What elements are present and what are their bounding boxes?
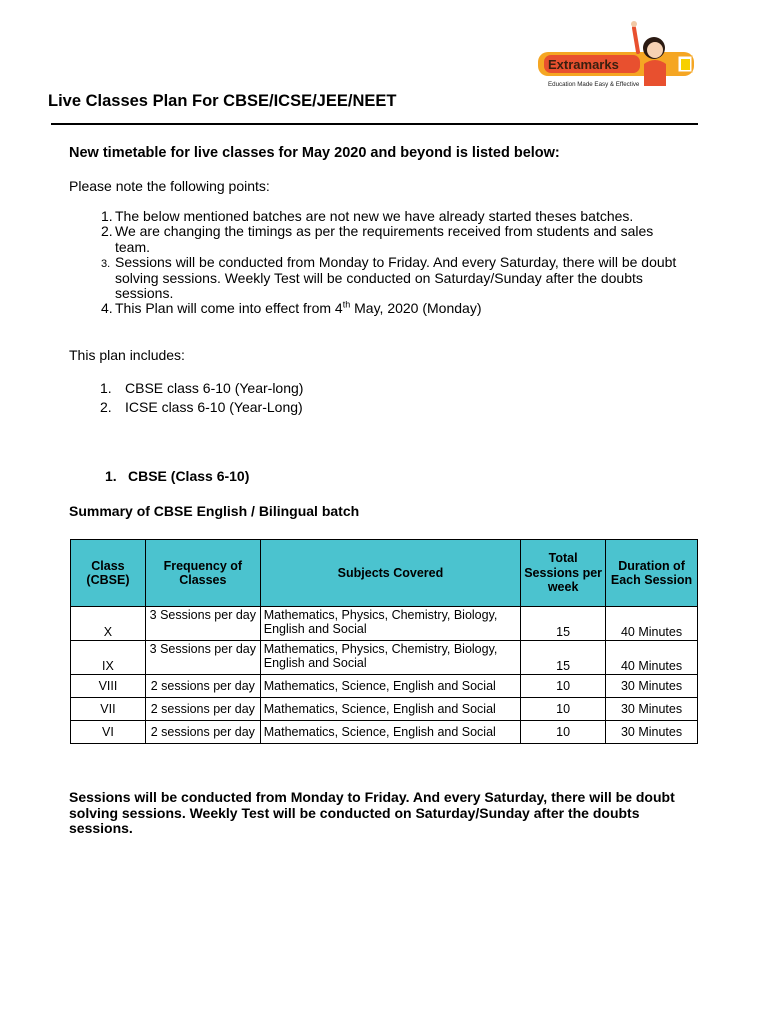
cell-sessions: 10 bbox=[521, 675, 606, 698]
logo-brand: Extramarks bbox=[548, 57, 619, 72]
list-item bbox=[69, 379, 303, 398]
cell-frequency: 3 Sessions per day bbox=[145, 607, 260, 641]
extramarks-logo bbox=[538, 18, 700, 92]
cell-duration: 30 Minutes bbox=[606, 675, 698, 698]
list-item bbox=[69, 398, 303, 417]
cell-subjects: Mathematics, Physics, Chemistry, Biology, English and Social bbox=[260, 607, 520, 641]
cell-duration: 40 Minutes bbox=[606, 641, 698, 675]
column-header-sessions: Total Sessions per week bbox=[521, 540, 606, 607]
plan-list bbox=[69, 379, 303, 417]
footer-note: Sessions will be conducted from Monday to Friday. And every Saturday, there will be doubt solving sessions. Weekly Test will be conducted on Saturday/Sunday after the doubts sessions. bbox=[69, 789, 675, 837]
list-text-part: This Plan will come into effect from 4 bbox=[115, 300, 343, 317]
cell-duration: 30 Minutes bbox=[606, 698, 698, 721]
list-text: CBSE class 6-10 (Year-long) bbox=[125, 380, 304, 396]
list-number: 4. bbox=[101, 300, 113, 317]
table-row bbox=[71, 641, 698, 675]
table-header-row bbox=[71, 540, 698, 607]
list-item bbox=[69, 255, 689, 301]
list-number: 1. bbox=[100, 380, 112, 396]
table-row bbox=[71, 721, 698, 744]
cell-frequency: 2 sessions per day bbox=[145, 698, 260, 721]
ordinal-suffix: th bbox=[342, 299, 351, 310]
list-text: ICSE class 6-10 (Year-Long) bbox=[125, 399, 303, 415]
logo-tagline: Education Made Easy & Effective bbox=[548, 81, 640, 88]
list-number: 1. bbox=[101, 208, 113, 224]
table-row bbox=[71, 698, 698, 721]
cell-sessions: 15 bbox=[521, 641, 606, 675]
section-number: 1. bbox=[105, 468, 117, 484]
cell-frequency: 2 sessions per day bbox=[145, 675, 260, 698]
list-text bbox=[115, 301, 689, 316]
cell-duration: 40 Minutes bbox=[606, 607, 698, 641]
cell-sessions: 10 bbox=[521, 721, 606, 744]
schedule-table bbox=[70, 539, 698, 744]
list-number: 3. bbox=[101, 258, 111, 271]
cell-duration: 30 Minutes bbox=[606, 721, 698, 744]
extramarks-logo-graphic bbox=[538, 18, 700, 92]
column-header-class: Class (CBSE) bbox=[71, 540, 146, 607]
cell-class: VI bbox=[71, 721, 146, 744]
list-item bbox=[69, 224, 689, 255]
document-title: Live Classes Plan For CBSE/ICSE/JEE/NEET bbox=[48, 92, 397, 110]
list-number: 2. bbox=[100, 399, 112, 415]
list-text: Sessions will be conducted from Monday to Friday. And every Saturday, there will be doubt solving sessions. Weekly Test will be conducted on Saturday/Sunday after the doubts sessions. bbox=[115, 254, 677, 302]
cell-class: X bbox=[71, 607, 146, 641]
points-list bbox=[69, 209, 689, 317]
cell-sessions: 15 bbox=[521, 607, 606, 641]
cell-frequency: 3 Sessions per day bbox=[145, 641, 260, 675]
cell-class: VIII bbox=[71, 675, 146, 698]
column-header-frequency: Frequency of Classes bbox=[145, 540, 260, 607]
list-number: 2. bbox=[101, 223, 113, 240]
section-title: CBSE (Class 6-10) bbox=[128, 468, 250, 484]
list-item bbox=[69, 301, 689, 316]
column-header-subjects: Subjects Covered bbox=[260, 540, 520, 607]
cell-subjects: Mathematics, Science, English and Social bbox=[260, 698, 520, 721]
cell-class: VII bbox=[71, 698, 146, 721]
cell-class: IX bbox=[71, 641, 146, 675]
plan-intro: This plan includes: bbox=[69, 347, 185, 363]
cell-subjects: Mathematics, Science, English and Social bbox=[260, 721, 520, 744]
timetable-heading: New timetable for live classes for May 2020 and beyond is listed below: bbox=[69, 145, 560, 161]
table-row bbox=[71, 675, 698, 698]
table-row bbox=[71, 607, 698, 641]
summary-heading: Summary of CBSE English / Bilingual batch bbox=[69, 503, 360, 519]
cell-sessions: 10 bbox=[521, 698, 606, 721]
list-item bbox=[69, 209, 689, 224]
list-text: The below mentioned batches are not new we have already started theses batches. bbox=[115, 208, 634, 224]
title-divider bbox=[51, 123, 698, 125]
section-heading bbox=[69, 468, 249, 484]
list-text-part: May, 2020 (Monday) bbox=[350, 300, 482, 317]
column-header-duration: Duration of Each Session bbox=[606, 540, 698, 607]
cell-subjects: Mathematics, Science, English and Social bbox=[260, 675, 520, 698]
note-intro: Please note the following points: bbox=[69, 178, 270, 194]
cell-frequency: 2 sessions per day bbox=[145, 721, 260, 744]
cell-subjects: Mathematics, Physics, Chemistry, Biology, English and Social bbox=[260, 641, 520, 675]
list-text: We are changing the timings as per the requirements received from students and sales team. bbox=[115, 223, 654, 255]
